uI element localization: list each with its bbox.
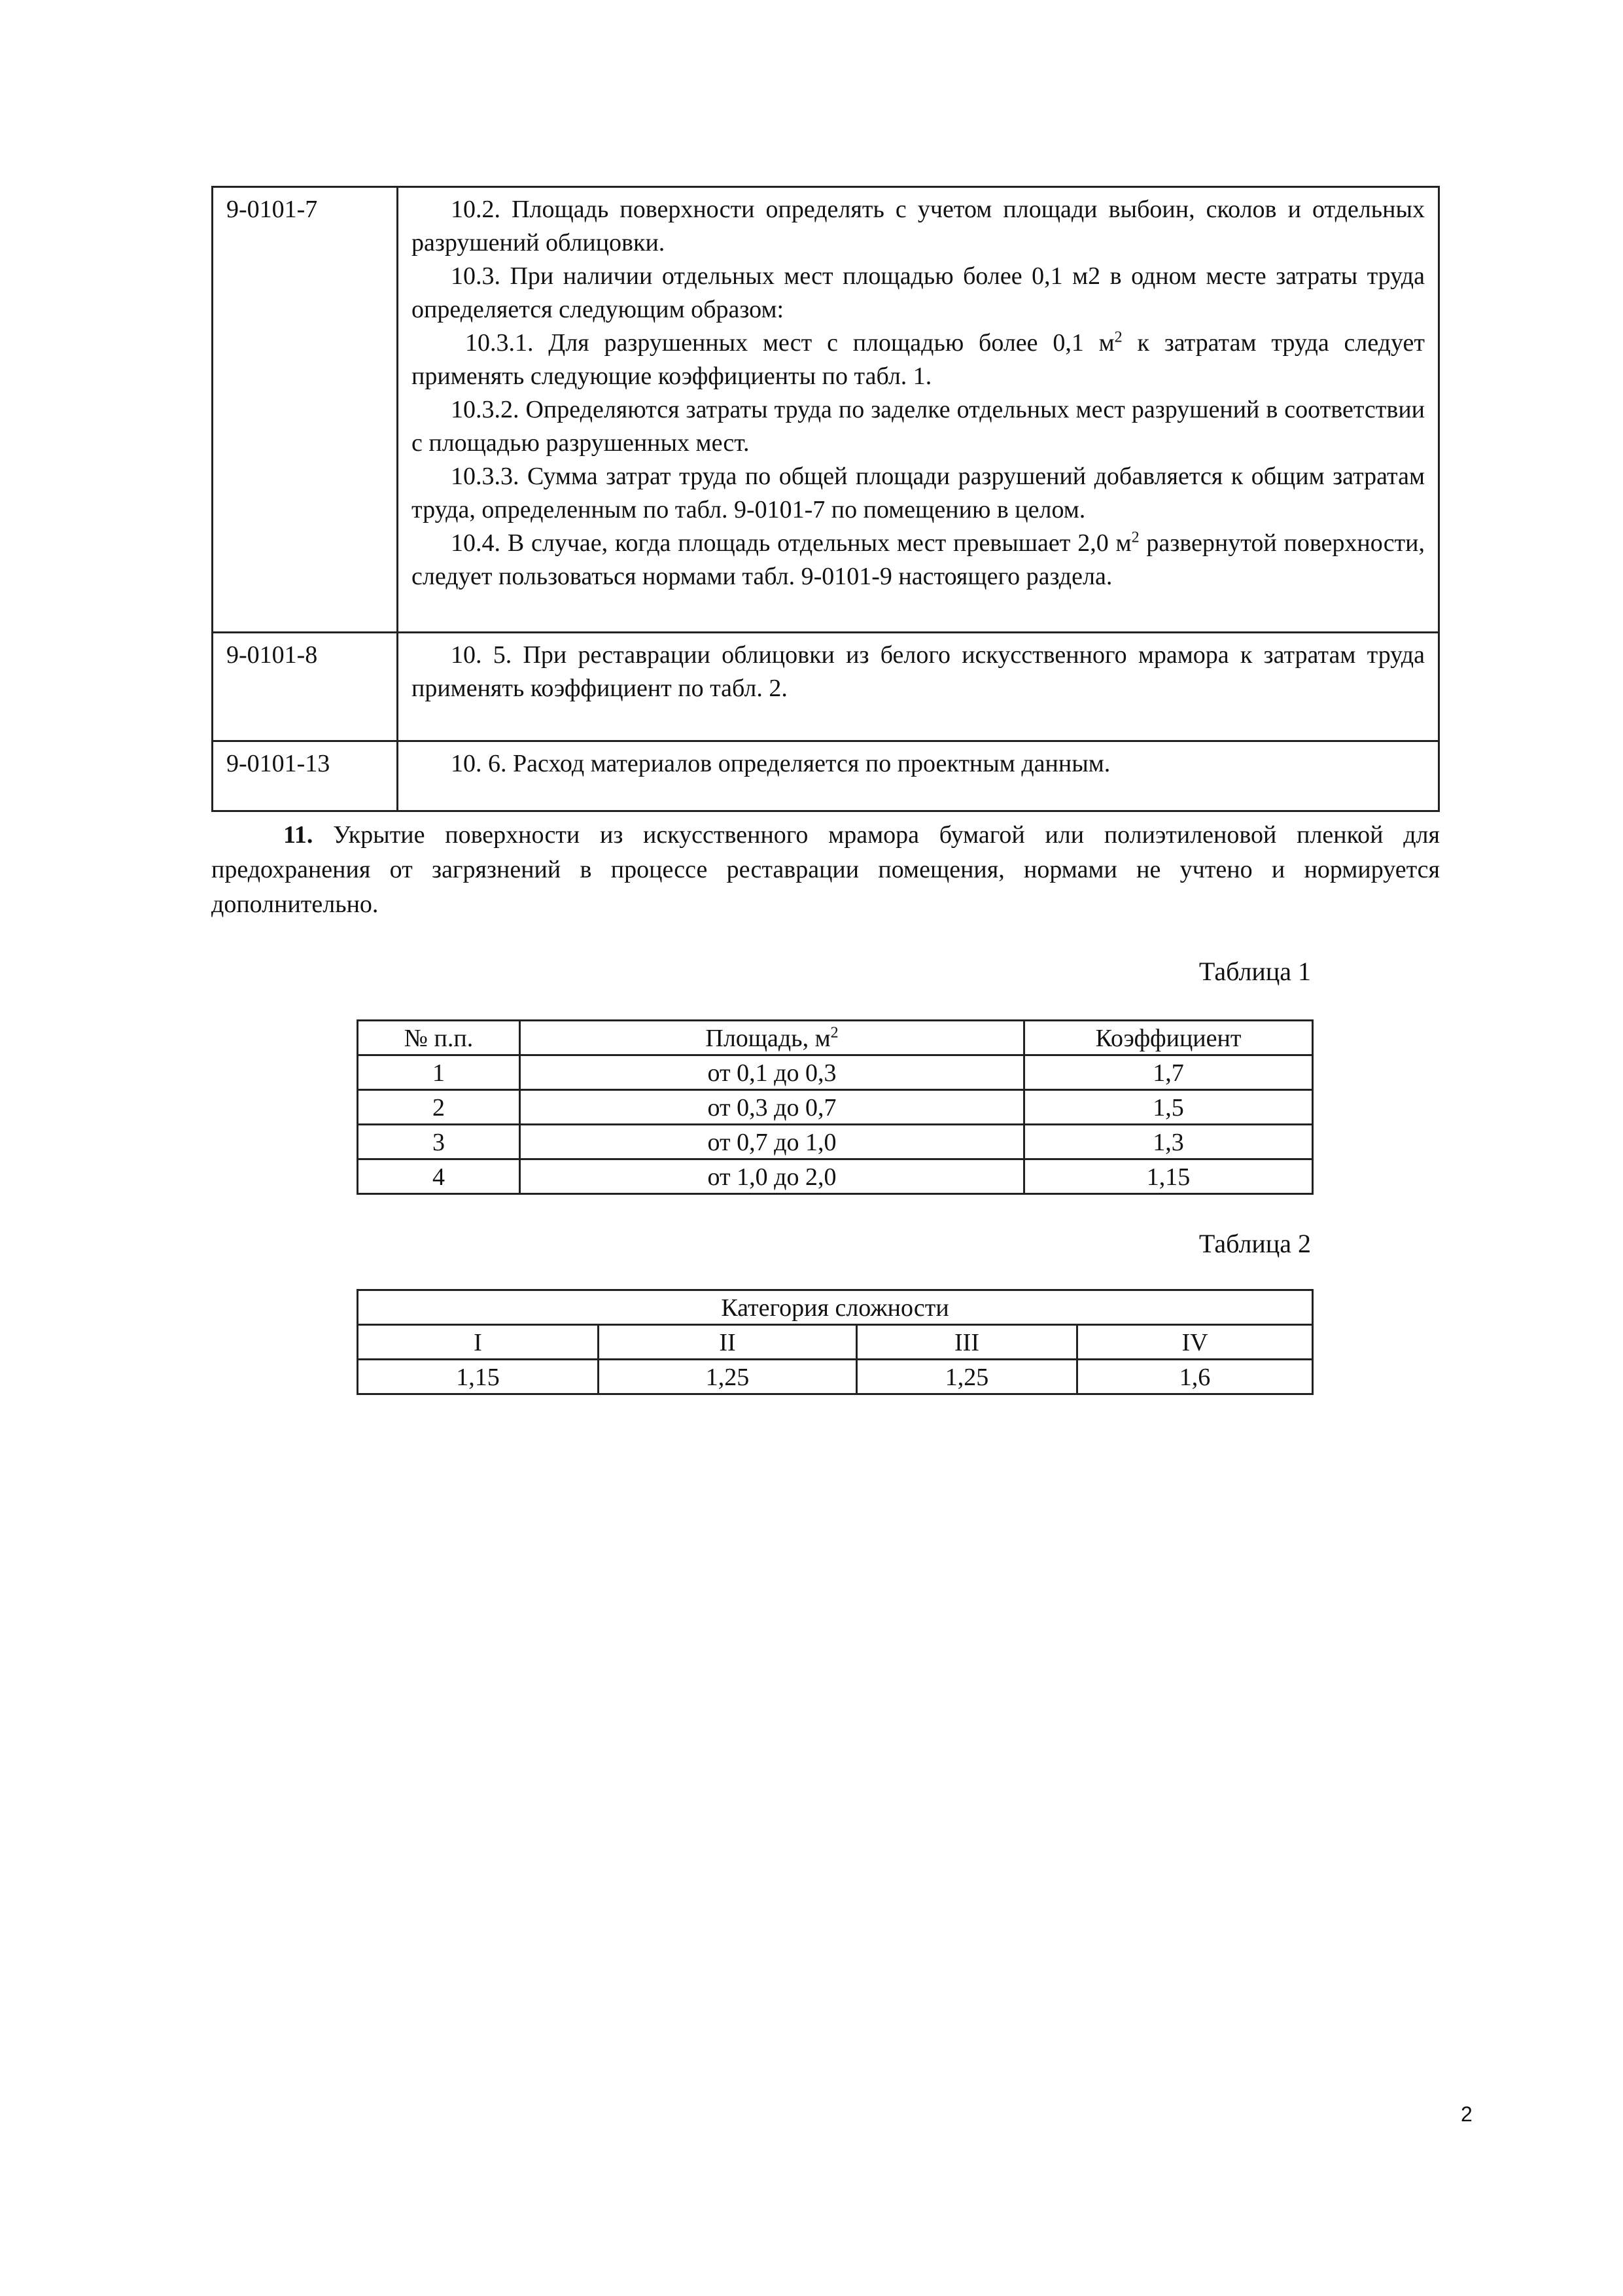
header-complexity: Категория сложности — [358, 1290, 1313, 1325]
cell-area: от 1,0 до 2,0 — [520, 1159, 1024, 1194]
note-10-3-1: 10.3.1. Для разрушенных мест с площадью более 0,1 $м^2$ к затратам труда следует применять следующие коэффициенты по табл. 1. — [411, 328, 1425, 390]
cell-coef: 1,5 — [1024, 1090, 1313, 1125]
coefficient-table — [357, 1019, 1314, 1195]
section-text: Укрытие поверхности из искусственного мрамора бумагой или полиэтиленовой пленкой для предохранения от загрязнений в процессе реставрации помещения, нормами не учтено и нормируется дополнительно. — [211, 821, 1440, 918]
header-coef: Коэффициент — [1024, 1021, 1313, 1055]
cell-coef: 1,7 — [1024, 1055, 1313, 1090]
norm-notes — [398, 187, 1439, 633]
table-header-row — [358, 1021, 1313, 1055]
cell-area: от 0,7 до 1,0 — [520, 1125, 1024, 1159]
table-row — [358, 1055, 1313, 1090]
section-number: 11. — [283, 821, 313, 849]
table-row — [358, 1090, 1313, 1125]
value-cell: 1,15 — [358, 1360, 599, 1394]
page-number: 2 — [1461, 2102, 1473, 2126]
note-10-3-3: 10.3.3. Сумма затрат труда по общей площади разрушений добавляется к общим затратам труда, определенным по табл. 9-0101-7 по помещению в целом. — [411, 463, 1425, 523]
complexity-table — [357, 1289, 1314, 1395]
note-10-6: 10. 6. Расход материалов определяется по проектным данным. — [451, 750, 1111, 777]
cell-area: от 0,3 до 0,7 — [520, 1090, 1024, 1125]
cell-area: от 0,1 до 0,3 — [520, 1055, 1024, 1090]
note-10-5: 10. 5. При реставрации облицовки из белого искусственного мрамора к затратам труда применять коэффициент по табл. 2. — [411, 641, 1425, 702]
category-cell: III — [857, 1325, 1077, 1360]
norm-notes — [398, 633, 1439, 741]
header-area: Площадь, $м^2$ — [520, 1021, 1024, 1055]
table-row — [358, 1159, 1313, 1194]
header-num: № п.п. — [358, 1021, 520, 1055]
norm-code: 9-0101-8 — [213, 633, 398, 741]
cell-coef: 1,3 — [1024, 1125, 1313, 1159]
norm-code: 9-0101-7 — [213, 187, 398, 633]
cell-num: 4 — [358, 1159, 520, 1194]
note-10-4: 10.4. В случае, когда площадь отдельных мест превышает 2,0 $м^2$ развернутой поверхности, следует пользоваться нормами табл. 9-0101-9 настоящего раздела. — [411, 529, 1425, 590]
value-cell: 1,25 — [599, 1360, 857, 1394]
section-11-paragraph — [211, 818, 1440, 922]
category-cell: II — [599, 1325, 857, 1360]
cell-coef: 1,15 — [1024, 1159, 1313, 1194]
table-row — [358, 1360, 1313, 1394]
cell-num: 3 — [358, 1125, 520, 1159]
table-header-row — [358, 1290, 1313, 1325]
cell-num: 1 — [358, 1055, 520, 1090]
cell-num: 2 — [358, 1090, 520, 1125]
table-row — [213, 187, 1439, 633]
note-10-2: 10.2. Площадь поверхности определять с учетом площади выбоин, сколов и отдельных разрушений облицовки. — [411, 196, 1425, 256]
table-row — [358, 1125, 1313, 1159]
table-row — [213, 741, 1439, 811]
category-cell: IV — [1077, 1325, 1313, 1360]
value-cell: 1,25 — [857, 1360, 1077, 1394]
table-row — [213, 633, 1439, 741]
table-row — [358, 1325, 1313, 1360]
value-cell: 1,6 — [1077, 1360, 1313, 1394]
note-10-3: 10.3. При наличии отдельных мест площадью более 0,1 м2 в одном месте затраты труда определяется следующим образом: — [411, 262, 1425, 323]
category-cell: I — [358, 1325, 599, 1360]
table2-caption: Таблица 2 — [1198, 1229, 1311, 1258]
norm-notes — [398, 741, 1439, 811]
norms-table — [211, 186, 1440, 812]
table1-caption: Таблица 1 — [1198, 957, 1311, 986]
note-10-3-2: 10.3.2. Определяются затраты труда по заделке отдельных мест разрушений в соответствии с площадью разрушенных мест. — [411, 396, 1425, 457]
norm-code: 9-0101-13 — [213, 741, 398, 811]
